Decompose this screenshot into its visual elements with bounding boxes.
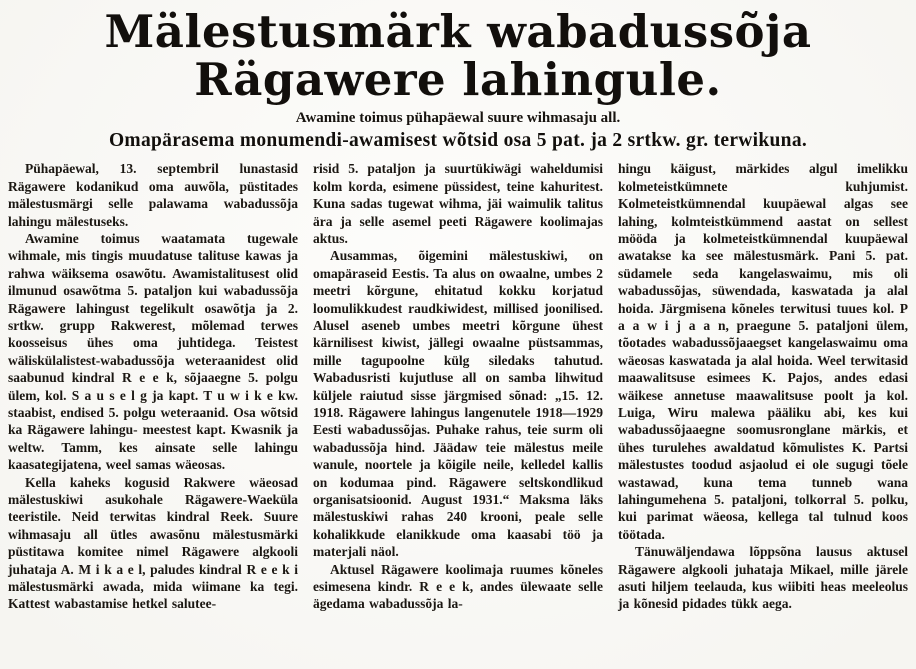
article-subheadline-2: Omapärasema monumendi-awamisest wõtsid osa 5 pat. ja 2 srtkw. gr. terwikuna. [108,130,808,152]
paragraph-unveiling: Kella kaheks kogusid Rakwere wäeosad mälestuskiwi asukohale Rägawere-Waeküla teeristile. Neid terwitas kindral Reek. Suure wihmasaju all ütles awasõnu mälestusmärki püstitawa komitee nimel Rägawere algkooli juhataja A. M i k a e l, paludes kindral R e e k i mälestusmärki awada, mida wiimane ka tegi. Kattest wabastamise hetkel salutee- [8,474,298,612]
paragraph-closing: Tänuwäljendawa lõppsõna lausus aktusel Rägawere algkooli juhataja Mikael, mille järele asuti hiljem teelauda, kus wiibiti heas meeleolus ja kõnesid pidades tükk aega. [618,544,908,612]
paragraph-ceremony-attendees: Awamine toimus waatamata tugewale wihmale, mis tingis muudatuse talituse kawas ja rahwa wäiksema osawõtu. Awamistalitusest olid ilmunud osawõtma 5. pataljon kui wabadussõja Rägawere lahingust tegelikult osawõtja ja 2. srtkw. grupp Rakwerest, mõlemad terwes koosseisus ühes oma juhtidega. Teistest wäliskülalistest-wabadussõja weteraanidest olid saabunud kindral R e e k, sõjaaegne 5. polgu ülem, kol. S a u s e l g ja kapt. T u w i k e kw. staabist, endised 5. polgu weteraanid. Osa wõtsid ka Rägawere lahingu- meestest kapt. Kwasnik ja weltw. Tamm, kes ainsate selle lahingu kaasategijatena, weel samas wäeosas. [8,230,298,473]
article-subheadline-1: Awamine toimus pühapäewal suure wihmasaju all. [295,110,621,127]
article-column-2 [313,160,603,613]
paragraph-school-ceremony: Aktusel Rägawere koolimaja ruumes kõneles esimesena kindr. R e e k, andes ülewaate selle ägedama wabadussõja la- [313,561,603,612]
paragraph-speeches-continued: hingu käigust, märkides algul imelikku kolmeteistkümnete kuhjumist. Kolmeteistkümnendal kuupäewal algas see lahing, kolmteistkümmend aastat on sellest mööda ja kolmeteistkümnendal kuupäewal awatakse ka see mälestusmärk. Pani 5. pat. südamele seda kangelaswaimu, mis oli wabadussõjas, süwendada, kaswatada ja alal hoida. Järgmisena kõneles terwitusi tuues kol. P a a w i j a a n, praegune 5. pataljoni ülem, tõotades wabadussõjaaegset kangelaswaimu oma wäeosas kaswatada ja alal hoida. Weel terwitasid maawalitsuse esimees K. Pajos, andes edasi wäikese annetuse maawalitsuse poolt ja kol. Luiga, Wiru malewa pääliku abi, kes kui wabadussõjaaegne soomusronglane märkis, et ühes turulehes awaldatud kõmulistes K. Partsi mälestustes toodud asjaolud ei ole sugugi tõele wastawad, kuna tema tunneb wana lahingumehena 5. pataljoni, tolkorral 5. polku, kui parimat wäeosa, kellega tal tulnud koos töötada. [618,161,908,542]
paragraph-opening: Pühapäewal, 13. septembril lunastasid Rägawere kodanikud oma auwõla, püstitades mälestusmärgi selle palawama wabadussõja lahingu mälestuseks. [8,161,298,229]
article-headline: Mälestusmärk wabadussõja Rägawere lahingule. [104,5,812,107]
article-column-3 [618,160,908,613]
paragraph-unveiling-continued: risid 5. pataljon ja suurtükiwägi waheldumisi kolm korda, esimene püssidest, teine kahuritest. Kuna sadas tugewat wihma, jäi waimulik talitus ära ja selle asemel peeti Rägawere koolimajas aktus. [313,161,603,246]
paragraph-monument-description: Ausammas, õigemini mälestuskiwi, on omapäraseid Eestis. Ta alus on owaalne, umbes 2 meetri kõrgune, ehitatud kokku korjatud loomulikkudest raudkiwidest, millised joonilised. Alusel aseneb umbes meetri kõrgune ühest kärnilisest kiwist, jällegi owaalne püstsammas, mille tagupoolne külg siledaks tahutud. Wabadusristi kujutluse all on samba lihwitud küljele raiutud sisse järgmised sõnad: „15. 12. 1918. Rägawere lahingus langenutele 1918—1929 Eesti wabadussõjas. Puhake rahus, teie surm oli wabadussõja hind. Jäädaw teie mälestus meile wanule, noortele ja kõigile neile, kelledel kallis on kodumaa pind. Rägawere seltskondlikud organisatsioonid. August 1931.“ Maksma läks mälestuskiwi rahas 240 krooni, peale selle kohalikkude elanikkude oma kaasabi töö ja materjali näol. [313,248,603,560]
article-column-1 [8,160,298,613]
article-body [8,160,908,613]
